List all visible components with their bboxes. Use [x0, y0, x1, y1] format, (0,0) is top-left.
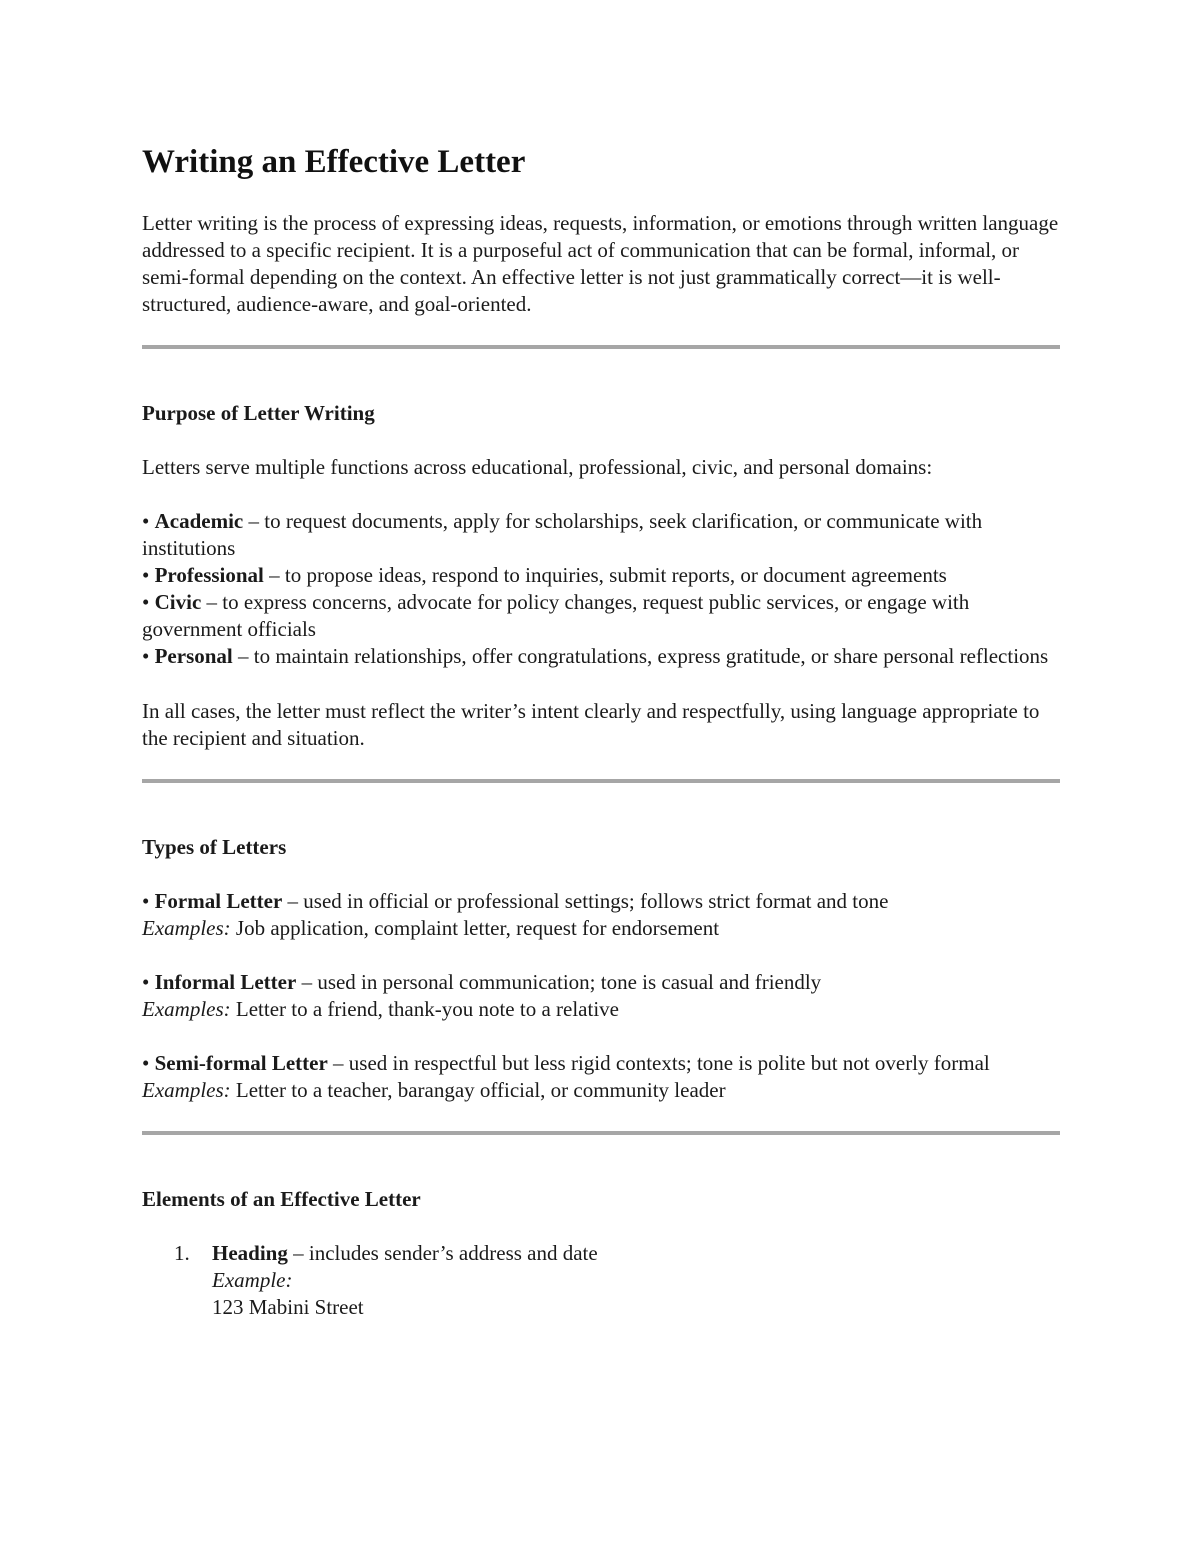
- element-text: – includes sender’s address and date: [287, 1241, 598, 1265]
- element-item-heading: [142, 1240, 1060, 1321]
- page-title: Writing an Effective Letter: [142, 144, 526, 180]
- purpose-lead: Letters serve multiple functions across educational, professional, civic, and personal domains:: [142, 455, 933, 479]
- examples-text: Letter to a teacher, barangay official, or community leader: [230, 1078, 726, 1102]
- purpose-text: – to express concerns, advocate for policy changes, request public services, or engage with government officials: [142, 590, 970, 641]
- section-divider: [142, 345, 1060, 349]
- purpose-term: Academic: [154, 509, 244, 533]
- type-term: Semi-formal Letter: [154, 1051, 328, 1075]
- element-term: Heading: [212, 1241, 288, 1265]
- purpose-text: – to propose ideas, respond to inquiries, submit reports, or document agreements: [263, 563, 947, 587]
- example-line: 123 Mabini Street: [212, 1295, 364, 1319]
- type-text: – used in official or professional settings; follows strict format and tone: [282, 889, 889, 913]
- type-item-informal: • Informal Letter – used in personal communication; tone is casual and friendly Examples: Letter to a friend, thank-you note to a relative: [142, 970, 822, 1021]
- purpose-item-professional: • Professional – to propose ideas, respond to inquiries, submit reports, or document agreements: [142, 563, 947, 587]
- document-page: [142, 140, 1060, 1321]
- purpose-text: – to request documents, apply for scholarships, seek clarification, or communicate with institutions: [142, 509, 983, 560]
- purpose-item-civic: • Civic – to express concerns, advocate for policy changes, request public services, or engage with government officials: [142, 590, 970, 641]
- section-heading-elements: Elements of an Effective Letter: [142, 1187, 421, 1211]
- type-text: – used in respectful but less rigid contexts; tone is polite but not overly formal: [327, 1051, 990, 1075]
- purpose-term: Professional: [154, 563, 264, 587]
- type-item-formal: • Formal Letter – used in official or professional settings; follows strict format and tone Examples: Job application, complaint letter, request for endorsement: [142, 889, 889, 940]
- purpose-list: [142, 508, 1060, 670]
- examples-label: Examples:: [142, 997, 231, 1021]
- list-number: 1.: [174, 1241, 190, 1265]
- section-divider: [142, 1131, 1060, 1135]
- purpose-item-academic: • Academic – to request documents, apply for scholarships, seek clarification, or communicate with institutions: [142, 509, 983, 560]
- examples-label: Examples:: [142, 1078, 231, 1102]
- purpose-term: Civic: [154, 590, 202, 614]
- section-divider: [142, 779, 1060, 783]
- type-term: Informal Letter: [154, 970, 297, 994]
- examples-text: Letter to a friend, thank-you note to a relative: [230, 997, 619, 1021]
- purpose-closing: In all cases, the letter must reflect the writer’s intent clearly and respectfully, using language appropriate to the recipient and situation.: [142, 699, 1040, 750]
- example-label: Example:: [212, 1268, 293, 1292]
- section-heading-purpose: Purpose of Letter Writing: [142, 401, 375, 425]
- examples-text: Job application, complaint letter, request for endorsement: [230, 916, 720, 940]
- purpose-item-personal: • Personal – to maintain relationships, offer congratulations, express gratitude, or share personal reflections: [142, 644, 1049, 668]
- type-text: – used in personal communication; tone is casual and friendly: [296, 970, 822, 994]
- type-term: Formal Letter: [154, 889, 283, 913]
- type-item-semiformal: • Semi-formal Letter – used in respectful but less rigid contexts; tone is polite but not overly formal Examples: Letter to a teacher, barangay official, or community leader: [142, 1051, 990, 1102]
- section-heading-types: Types of Letters: [142, 835, 287, 859]
- examples-label: Examples:: [142, 916, 231, 940]
- purpose-term: Personal: [154, 644, 233, 668]
- purpose-text: – to maintain relationships, offer congratulations, express gratitude, or share personal reflections: [232, 644, 1049, 668]
- intro-paragraph: Letter writing is the process of expressing ideas, requests, information, or emotions through written language addressed to a specific recipient. It is a purposeful act of communication that can be formal, informal, or semi-formal depending on the context. An effective letter is not just grammatically correct—it is well-structured, audience-aware, and goal-oriented.: [142, 211, 1059, 316]
